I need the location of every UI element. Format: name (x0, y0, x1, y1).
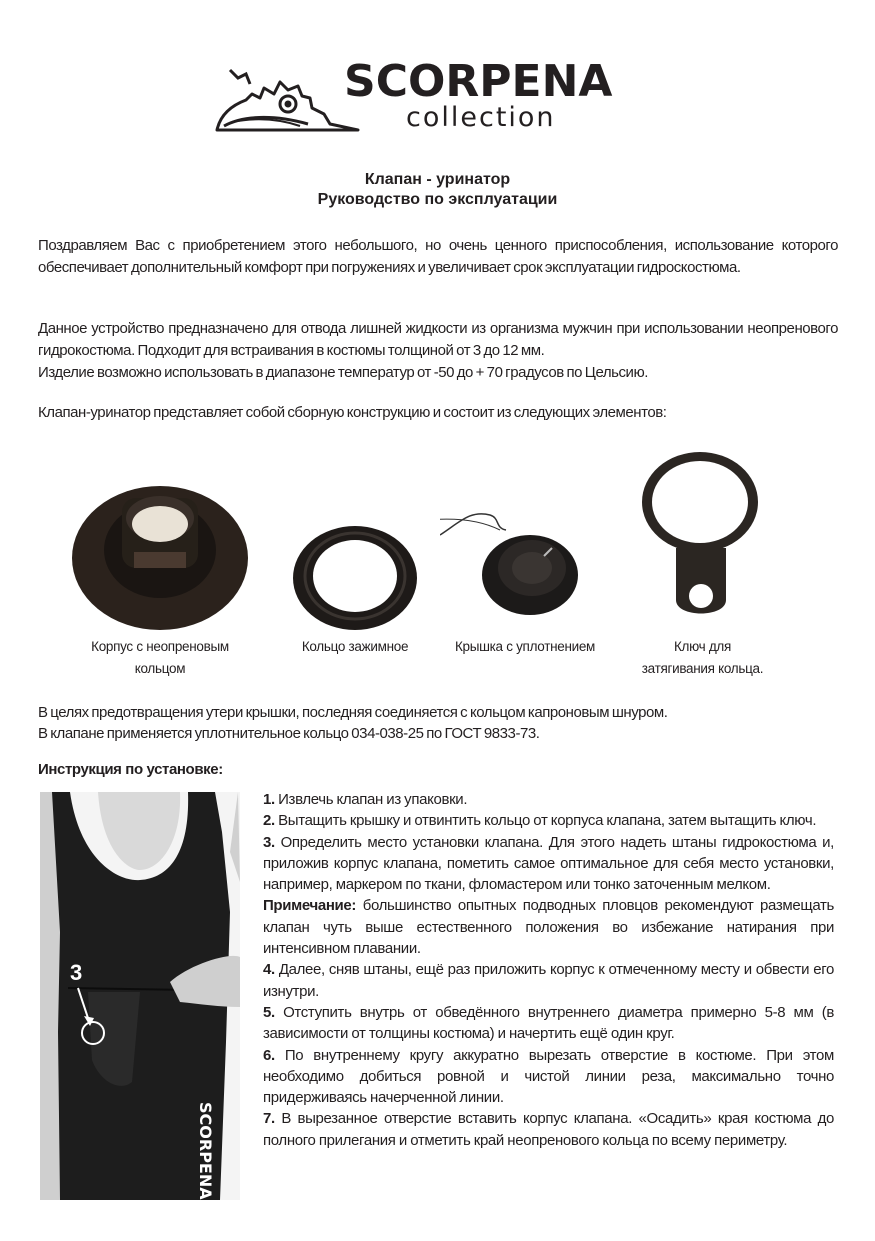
valve-body-photo (70, 480, 250, 630)
gasket-note: В клапане применяется уплотнительное кольцо 034-038-25 по ГОСТ 9833-73. (38, 725, 540, 742)
purpose-text: Данное устройство предназначено для отвода лишней жидкости из организма мужчин при использовании неопренового гидрокостюма. Подходит для встраивания в костюмы толщиной от 3 до 12 мм. (38, 320, 838, 359)
intro-paragraph: Поздравляем Вас с приобретением этого небольшого, но очень ценного приспособления, использование которого обеспечивает дополнительный комфорт при погружениях и увеличивает срок эксплуатации гидроскостюма. (38, 237, 838, 276)
clamping-ring-photo (290, 520, 420, 630)
cord-note: В целях предотвращения утери крышки, последняя соединяется с кольцом капроновым шнуром. (38, 704, 668, 721)
step-item: 2. Вытащить крышку и отвинтить кольцо от корпуса клапана, затем вытащить ключ. (263, 812, 817, 830)
suit-brand-print: SCORPENA (196, 1102, 215, 1200)
part-clamping-ring (290, 450, 420, 654)
document-subtitle: Руководство по эксплуатации (317, 191, 558, 208)
step-item: 6. По внутреннему кругу аккуратно вырезать отверстие в костюме. При этом необходимо добиться ровной и чистой линии реза, максимально точно придерживаясь начерченной линии. (263, 1046, 834, 1107)
temperature-text: Изделие возможно использовать в диапазоне температур от -50 до + 70 градусов по Цельсию. (38, 364, 649, 381)
components-gallery (40, 450, 840, 690)
part-caption: Ключ для затягивания кольца. (641, 639, 764, 676)
brand-logo (212, 56, 662, 138)
wetsuit-photo (40, 792, 240, 1200)
installation-heading: Инструкция по установке: (38, 761, 223, 778)
brand-name: SCORPENA (344, 56, 613, 107)
part-sealed-cap (440, 450, 610, 654)
notes (38, 702, 668, 744)
part-caption: Кольцо зажимное (301, 639, 409, 654)
part-valve-body (60, 450, 260, 676)
purpose-paragraph (38, 318, 838, 384)
note-item: Примечание: большинство опытных подводных пловцов рекомендуют размещать клапан чуть выше естественного положения во избежание натирания при интенсивном плавании. (263, 897, 834, 958)
step-marker-label: 3 (70, 960, 83, 985)
sealed-cap-photo (440, 460, 610, 620)
part-wrench-key (615, 450, 790, 676)
part-caption: Корпус с неопреновым кольцом (91, 639, 229, 676)
step-item: 4. Далее, сняв штаны, ещё раз приложить корпус к отмеченному месту и обвести его изнутри. (263, 961, 834, 1000)
step-item: 3. Определить место установки клапана. Для этого надеть штаны гидрокостюма и, приложив корпус клапана, пометить самое оптимальное для себя место установки, например, маркером по ткани, фломастером или тонко заточенным мелком. (263, 833, 834, 894)
brand-subtitle: collection (406, 102, 556, 133)
installation-steps (263, 789, 834, 1151)
document-title: Клапан - уринатор (364, 171, 511, 188)
step-item: 1. Извлечь клапан из упаковки. (263, 791, 468, 808)
components-intro: Клапан-уринатор представляет собой сборную конструкцию и состоит из следующих элементов: (38, 404, 667, 421)
step-item: 7. В вырезанное отверстие вставить корпус клапана. «Осадить» края костюма до полного прилегания и отметить край неопренового кольца по всему периметру. (263, 1110, 834, 1149)
step-item: 5. Отступить внутрь от обведённого внутреннего диаметра примерно 5-8 мм (в зависимости от толщины костюма) и начертить ещё один круг. (263, 1003, 834, 1043)
part-caption: Крышка с уплотнением (454, 639, 596, 654)
scorpion-fish-icon (212, 64, 362, 134)
wrench-key-photo (638, 450, 768, 620)
